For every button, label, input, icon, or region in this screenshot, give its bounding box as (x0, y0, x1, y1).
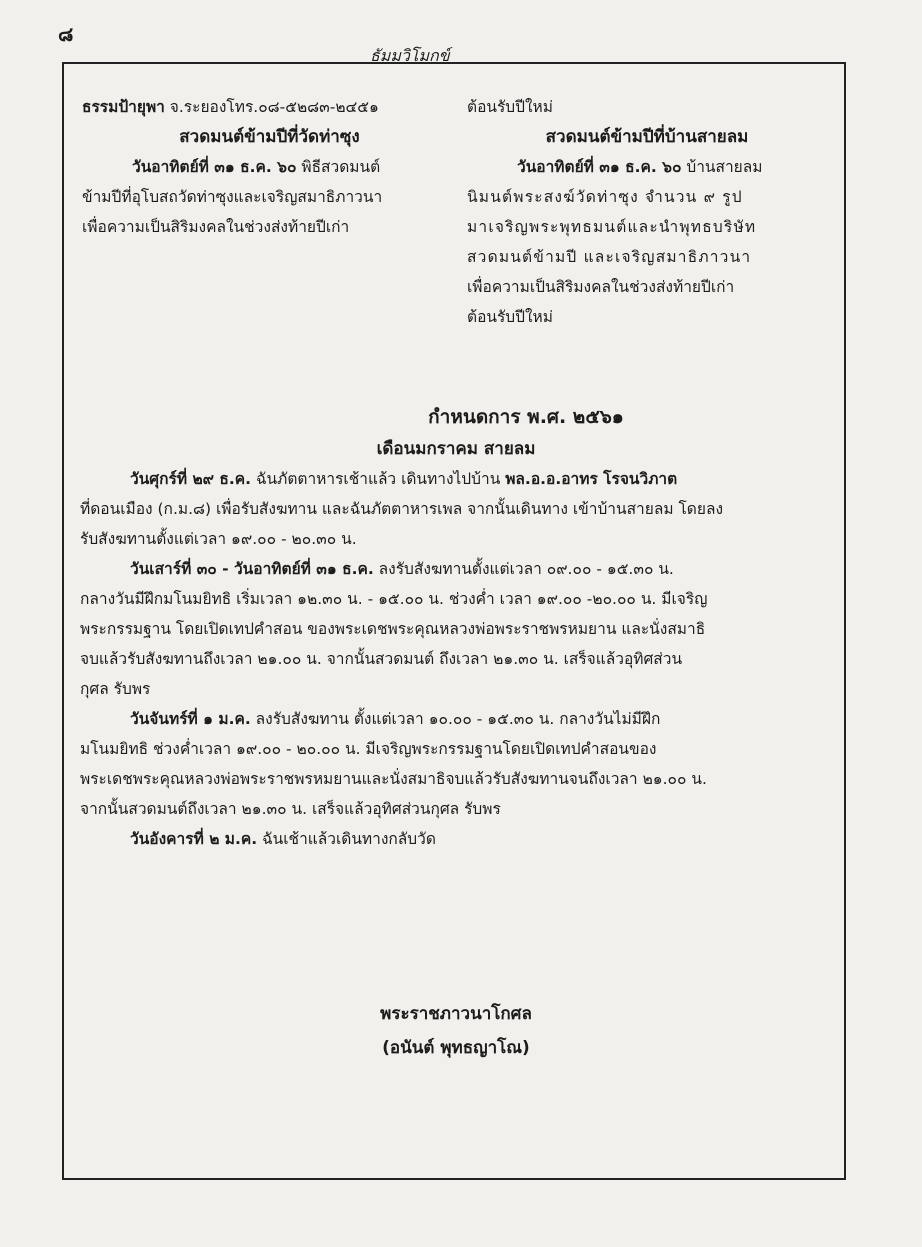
left-body-line: เพื่อความเป็นสิริมงคลในช่วงส่งท้ายปีเก่า (82, 218, 350, 236)
entry-text: ฉันภัตตาหารเช้าแล้ว เดินทางไปบ้าน (251, 470, 506, 488)
entry-text: ลงรับสังฆทาน ตั้งแต่เวลา ๑๐.๐๐ - ๑๕.๓๐ น. กลางวันไม่มีฝึก (250, 710, 661, 728)
right-body-line: สวดมนต์ข้ามปี และเจริญสมาธิภาวนา (467, 248, 752, 266)
entry-first-line (80, 824, 832, 854)
left-date-line (82, 152, 457, 182)
contact-line (82, 92, 457, 122)
right-date-label: วันอาทิตย์ที่ ๓๑ ธ.ค. ๖๐ (517, 158, 682, 176)
entry-line: จากนั้นสวดมนต์ถึงเวลา ๒๑.๓๐ น. เสร็จแล้วอุทิศส่วนกุศล รับพร (80, 800, 501, 818)
signature-alias: (อนันต์ พุทธญาโณ) (382, 1038, 530, 1058)
entry-text: ฉันเช้าแล้วเดินทางกลับวัด (257, 830, 436, 848)
schedule-entry (80, 824, 832, 854)
right-body-line: ต้อนรับปีใหม่ (467, 308, 553, 326)
left-column (82, 92, 457, 242)
right-body-line: นิมนต์พระสงฆ์วัดท่าซุง จำนวน ๙ รูป (467, 188, 743, 206)
entry-line: รับสังฆทานตั้งแต่เวลา ๑๙.๐๐ - ๒๐.๓๐ น. (80, 530, 357, 548)
running-header: ธัมมวิโมกข์ (370, 46, 450, 65)
entry-line: กลางวันมีฝึกมโนมยิทธิ เริ่มเวลา ๑๒.๓๐ น. - ๑๕.๐๐ น. ช่วงค่ำ เวลา ๑๙.๐๐ -๒๐.๐๐ น. มีเจริญ (80, 590, 708, 608)
right-body-line: เพื่อความเป็นสิริมงคลในช่วงส่งท้ายปีเก่า (467, 278, 735, 296)
entry-date: วันจันทร์ที่ ๑ ม.ค. (130, 710, 251, 728)
entry-date: วันเสาร์ที่ ๓๐ - วันอาทิตย์ที่ ๓๑ ธ.ค. (130, 560, 374, 578)
right-body-line: มาเจริญพระพุทธมนต์และนำพุทธบริษัท (467, 218, 757, 236)
right-date-line (467, 152, 827, 182)
entry-line: พระเดชพระคุณหลวงพ่อพระราชพรหมยานและนั่งสมาธิจบแล้วรับสังฆทานจนถึงเวลา ๒๑.๐๐ น. (80, 770, 707, 788)
entry-host: พล.อ.อ.อาทร โรจนวิภาต (505, 470, 678, 488)
entry-line: ที่ดอนเมือง (ก.ม.๘) เพื่อรับสังฆทาน และฉันภัตตาหารเพล จากนั้นเดินทาง เข้าบ้านสายลม โดยลง (80, 500, 724, 518)
schedule-title: กำหนดการ พ.ศ. ๒๕๖๑ (428, 406, 624, 428)
left-body-line: ข้ามปีที่อุโบสถวัดท่าซุงและเจริญสมาธิภาวนา (82, 188, 383, 206)
right-heading: สวดมนต์ข้ามปีที่บ้านสายลม (545, 127, 749, 147)
left-date-label: วันอาทิตย์ที่ ๓๑ ธ.ค. ๖๐ (132, 158, 297, 176)
entry-date: วันอังคารที่ ๒ ม.ค. (130, 830, 258, 848)
right-column (467, 92, 827, 332)
entry-first-line (80, 554, 832, 584)
entry-line: มโนมยิทธิ ช่วงค่ำเวลา ๑๙.๐๐ - ๒๐.๐๐ น. มีเจริญพระกรรมฐานโดยเปิดเทปคำสอนของ (80, 740, 657, 758)
contact-phone: จ.ระยองโทร.๐๘-๕๒๘๓-๒๔๕๑ (164, 98, 379, 116)
contact-label: ธรรมป้ายุพา (82, 98, 165, 116)
entry-date: วันศุกร์ที่ ๒๙ ธ.ค. (130, 470, 252, 488)
left-heading: สวดมนต์ข้ามปีที่วัดท่าซุง (179, 127, 360, 147)
entry-line: กุศล รับพร (80, 680, 151, 698)
right-date-text: บ้านสายลม (681, 158, 763, 176)
schedule-entry (80, 554, 832, 704)
page-number: ๘ (58, 22, 74, 46)
left-date-text: พิธีสวดมนต์ (296, 158, 381, 176)
schedule-entry (80, 464, 832, 554)
schedule-subtitle: เดือนมกราคม สายลม (376, 439, 536, 459)
signature-name: พระราชภาวนาโกศล (380, 1004, 532, 1024)
schedule-entry (80, 704, 832, 824)
schedule-section (80, 400, 832, 854)
entry-line: พระกรรมฐาน โดยเปิดเทปคำสอน ของพระเดชพระคุณหลวงพ่อพระราชพรหมยาน และนั่งสมาธิ (80, 620, 706, 638)
entry-first-line (80, 704, 832, 734)
entry-text: ลงรับสังฆทานตั้งแต่เวลา ๐๙.๐๐ - ๑๕.๓๐ น. (373, 560, 674, 578)
entry-first-line (80, 464, 832, 494)
right-body-line: ต้อนรับปีใหม่ (467, 98, 553, 116)
entry-line: จบแล้วรับสังฆทานถึงเวลา ๒๑.๐๐ น. จากนั้นสวดมนต์ ถึงเวลา ๒๑.๓๐ น. เสร็จแล้วอุทิศส่วน (80, 650, 683, 668)
